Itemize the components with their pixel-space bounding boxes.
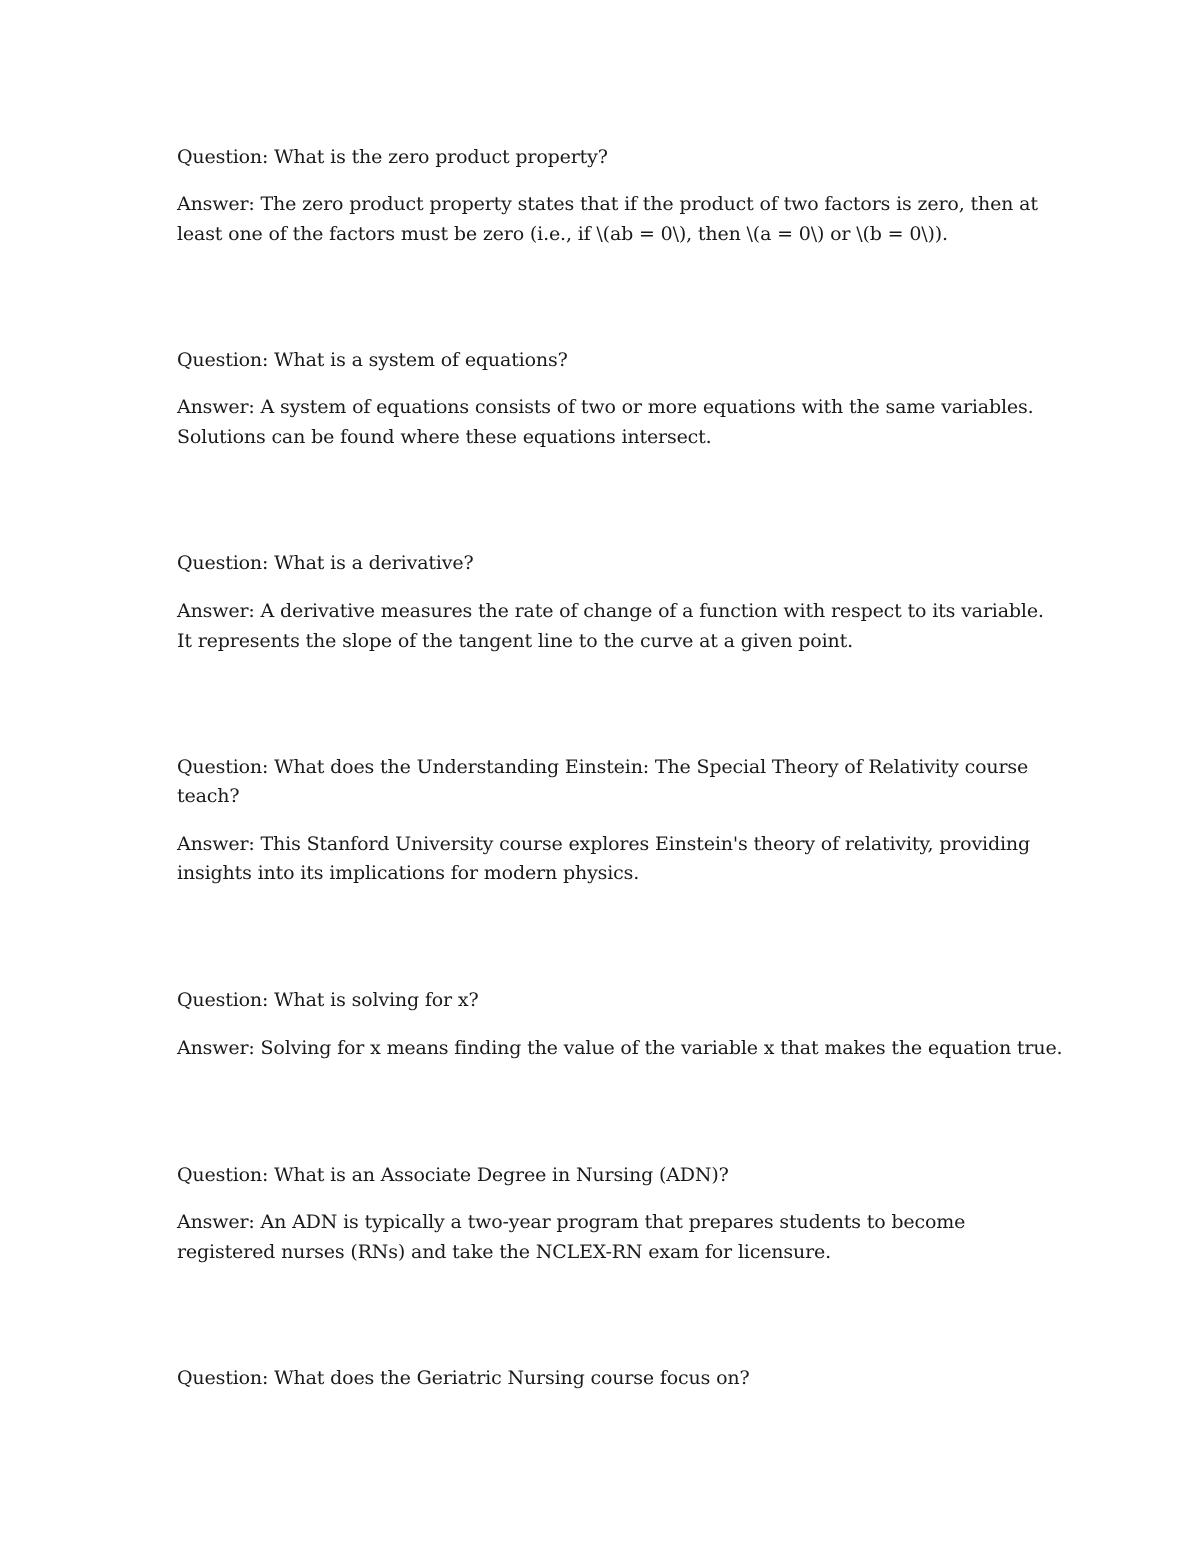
answer-6-line-1: Answer: An ADN is typically a two-year program that prepares students to become [177, 1211, 966, 1233]
question-1-line-1: Question: What is the zero product property? [177, 146, 608, 168]
answer-2-line-2: Solutions can be found where these equations intersect. [177, 426, 712, 448]
question-4-line-2: teach? [177, 785, 240, 807]
answer-3-line-2: It represents the slope of the tangent line to the curve at a given point. [177, 630, 853, 652]
answer-5-line-1: Answer: Solving for x means finding the value of the variable x that makes the equation true. [177, 1037, 1063, 1059]
question-2-line-1: Question: What is a system of equations? [177, 349, 568, 371]
question-4-line-1: Question: What does the Understanding Einstein: The Special Theory of Relativity course [177, 756, 1029, 778]
question-3-line-1: Question: What is a derivative? [177, 552, 474, 574]
answer-4-line-1: Answer: This Stanford University course explores Einstein's theory of relativity, providing [177, 833, 1031, 855]
question-7-line-1: Question: What does the Geriatric Nursing course focus on? [177, 1367, 750, 1389]
answer-3-line-1: Answer: A derivative measures the rate of change of a function with respect to its variable. [177, 600, 1044, 622]
answer-4-line-2: insights into its implications for modern physics. [177, 862, 640, 884]
question-6-line-1: Question: What is an Associate Degree in Nursing (ADN)? [177, 1164, 729, 1186]
question-5-line-1: Question: What is solving for x? [177, 989, 479, 1011]
answer-1-line-2: least one of the factors must be zero (i.e., if \(ab = 0\), then \(a = 0\) or \(b = 0\)). [177, 223, 948, 245]
answer-6-line-2: registered nurses (RNs) and take the NCLEX-RN exam for licensure. [177, 1241, 831, 1263]
answer-2-line-1: Answer: A system of equations consists of two or more equations with the same variables. [177, 396, 1034, 418]
answer-1-line-1: Answer: The zero product property states that if the product of two factors is zero, then at [177, 193, 1038, 215]
